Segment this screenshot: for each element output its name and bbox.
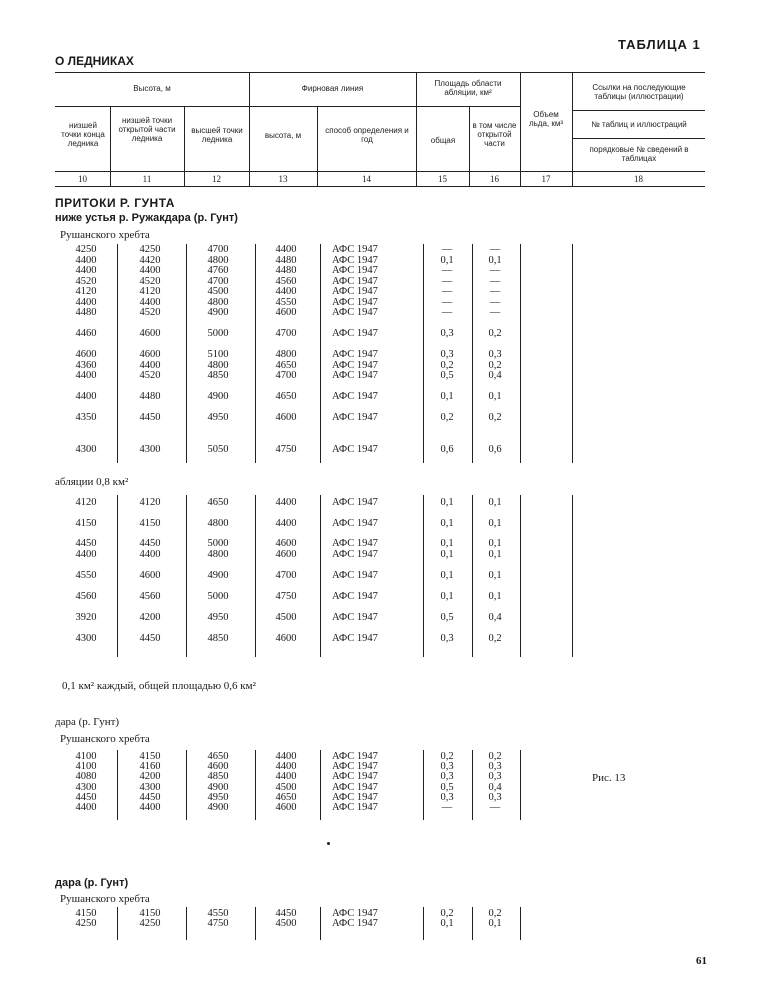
group-area: Площадь области абляции, км² bbox=[434, 79, 502, 97]
colnum-14: 14 bbox=[362, 174, 371, 184]
rows1-row-4-col-13: 4560 bbox=[275, 276, 297, 287]
rows1-row-2-col-16: 0,1 bbox=[488, 255, 502, 266]
small-glaciers-note: 0,1 км² каждый, общей площадью 0,6 км² bbox=[62, 680, 256, 692]
rows4-row-1-col-13: 4450 bbox=[275, 908, 297, 919]
rows3-row-5-col-14: АФС 1947 bbox=[332, 792, 378, 803]
colnum-16: 16 bbox=[490, 174, 499, 184]
rows2-divider-3 bbox=[255, 495, 256, 657]
col-18a-header: № таблиц и иллюстраций bbox=[591, 120, 687, 129]
rows2-row-7-col-14: АФС 1947 bbox=[332, 612, 378, 623]
rows1-row-3-col-11: 4400 bbox=[139, 265, 161, 276]
col-14-header: способ определения и год bbox=[325, 126, 409, 144]
rows1-row-1-col-10: 4250 bbox=[75, 244, 97, 255]
rows3-row-4-col-10: 4300 bbox=[75, 782, 97, 793]
rows3-row-3-col-10: 4080 bbox=[75, 771, 97, 782]
rows4-row-1-col-11: 4150 bbox=[139, 908, 161, 919]
rows1-divider-8 bbox=[572, 244, 573, 463]
rows1-row-11-col-10: 4400 bbox=[75, 370, 97, 381]
rows1-row-12-col-15: 0,1 bbox=[440, 391, 454, 402]
rows1-row-10-col-13: 4650 bbox=[275, 360, 297, 371]
rows1-row-8-col-11: 4600 bbox=[139, 328, 161, 339]
rows2-row-4-col-14: АФС 1947 bbox=[332, 549, 378, 560]
header-subgroup-rule bbox=[55, 106, 520, 107]
rows3-row-1-col-11: 4150 bbox=[139, 751, 161, 762]
rows2-row-5-col-11: 4600 bbox=[139, 570, 161, 581]
rows1-row-5-col-14: АФС 1947 bbox=[332, 286, 378, 297]
section-1-range: Рушанского хребта bbox=[60, 229, 150, 241]
rows3-row-2-col-15: 0,3 bbox=[440, 761, 454, 772]
rows2-divider-2 bbox=[186, 495, 187, 657]
rows2-row-8-col-11: 4450 bbox=[139, 633, 161, 644]
rows1-row-13-col-13: 4600 bbox=[275, 412, 297, 423]
rows3-row-5-col-11: 4450 bbox=[139, 792, 161, 803]
rows3-row-1-col-12: 4650 bbox=[207, 751, 229, 762]
rows1-row-5-col-15: — bbox=[441, 286, 453, 297]
rows1-row-1-col-13: 4400 bbox=[275, 244, 297, 255]
rows1-row-14-col-11: 4300 bbox=[139, 444, 161, 455]
rows2-row-6-col-10: 4560 bbox=[75, 591, 97, 602]
rows1-row-8-col-13: 4700 bbox=[275, 328, 297, 339]
rows1-row-3-col-14: АФС 1947 bbox=[332, 265, 378, 276]
rows1-row-9-col-10: 4600 bbox=[75, 349, 97, 360]
rows1-row-10-col-15: 0,2 bbox=[440, 360, 454, 371]
rows1-row-10-col-16: 0,2 bbox=[488, 360, 502, 371]
rows1-row-3-col-16: — bbox=[489, 265, 501, 276]
group-height: Высота, м bbox=[133, 84, 171, 93]
rows1-row-11-col-16: 0,4 bbox=[488, 370, 502, 381]
rows3-row-2-col-14: АФС 1947 bbox=[332, 761, 378, 772]
rows1-row-10-col-14: АФС 1947 bbox=[332, 360, 378, 371]
rows2-row-5-col-12: 4900 bbox=[207, 570, 229, 581]
rows1-divider-3 bbox=[255, 244, 256, 463]
page-title: О ЛЕДНИКАХ bbox=[55, 54, 134, 68]
rows2-divider-4 bbox=[320, 495, 321, 657]
rows4-divider-1 bbox=[117, 907, 118, 940]
rows1-row-14-col-13: 4750 bbox=[275, 444, 297, 455]
rows1-row-3-col-10: 4400 bbox=[75, 265, 97, 276]
rows2-row-5-col-10: 4550 bbox=[75, 570, 97, 581]
section-1-title: ПРИТОКИ Р. ГУНТА bbox=[55, 196, 175, 210]
rows1-row-6-col-14: АФС 1947 bbox=[332, 297, 378, 308]
dot-mark bbox=[327, 842, 330, 845]
header-bottom-rule bbox=[55, 186, 705, 187]
rows2-row-5-col-14: АФС 1947 bbox=[332, 570, 378, 581]
rows2-row-5-col-16: 0,1 bbox=[488, 570, 502, 581]
rows3-row-5-col-10: 4450 bbox=[75, 792, 97, 803]
rows1-row-6-col-12: 4800 bbox=[207, 297, 229, 308]
rows4-row-2-col-13: 4500 bbox=[275, 918, 297, 929]
rows3-row-3-col-12: 4850 bbox=[207, 771, 229, 782]
rows1-divider-5 bbox=[423, 244, 424, 463]
rows3-row-4-col-15: 0,5 bbox=[440, 782, 454, 793]
rows2-row-7-col-10: 3920 bbox=[75, 612, 97, 623]
rows3-divider-1 bbox=[117, 750, 118, 820]
rows2-row-3-col-15: 0,1 bbox=[440, 538, 454, 549]
rows2-row-1-col-13: 4400 bbox=[275, 497, 297, 508]
rows1-row-6-col-11: 4400 bbox=[139, 297, 161, 308]
rows1-row-13-col-12: 4950 bbox=[207, 412, 229, 423]
rows1-row-7-col-16: — bbox=[489, 307, 501, 318]
rows4-divider-2 bbox=[186, 907, 187, 940]
rows2-row-2-col-14: АФС 1947 bbox=[332, 518, 378, 529]
rows4-divider-3 bbox=[255, 907, 256, 940]
rows1-divider-7 bbox=[520, 244, 521, 463]
rows2-row-4-col-11: 4400 bbox=[139, 549, 161, 560]
rows2-row-7-col-11: 4200 bbox=[139, 612, 161, 623]
colnum-18: 18 bbox=[634, 174, 643, 184]
rows4-row-2-col-12: 4750 bbox=[207, 918, 229, 929]
rows3-row-3-col-13: 4400 bbox=[275, 771, 297, 782]
rows1-row-14-col-15: 0,6 bbox=[440, 444, 454, 455]
rows1-row-2-col-10: 4400 bbox=[75, 255, 97, 266]
rows3-divider-6 bbox=[472, 750, 473, 820]
rows3-row-4-col-14: АФС 1947 bbox=[332, 782, 378, 793]
rows2-row-6-col-13: 4750 bbox=[275, 591, 297, 602]
rows1-row-4-col-16: — bbox=[489, 276, 501, 287]
rows3-row-6-col-15: — bbox=[441, 802, 453, 813]
rows2-row-2-col-12: 4800 bbox=[207, 518, 229, 529]
group-refs: Ссылки на последующие таблицы (иллюстрации) bbox=[592, 83, 686, 101]
rows1-row-1-col-15: — bbox=[441, 244, 453, 255]
rows2-row-2-col-16: 0,1 bbox=[488, 518, 502, 529]
rows1-row-2-col-11: 4420 bbox=[139, 255, 161, 266]
rows1-row-14-col-12: 5050 bbox=[207, 444, 229, 455]
rows2-row-3-col-12: 5000 bbox=[207, 538, 229, 549]
rows1-row-8-col-16: 0,2 bbox=[488, 328, 502, 339]
colnum-12: 12 bbox=[212, 174, 221, 184]
rows2-row-6-col-12: 5000 bbox=[207, 591, 229, 602]
rows3-row-5-col-12: 4950 bbox=[207, 792, 229, 803]
group-volume: Объем льда, км³ bbox=[528, 110, 564, 128]
rows1-row-10-col-10: 4360 bbox=[75, 360, 97, 371]
rows1-row-9-col-15: 0,3 bbox=[440, 349, 454, 360]
refs-subrule-2 bbox=[572, 138, 705, 139]
rows2-row-4-col-16: 0,1 bbox=[488, 549, 502, 560]
col-11-header: низшей точки открытой части ледника bbox=[118, 116, 176, 143]
rows1-row-1-col-16: — bbox=[489, 244, 501, 255]
rows2-row-6-col-14: АФС 1947 bbox=[332, 591, 378, 602]
rows1-row-6-col-16: — bbox=[489, 297, 501, 308]
rows4-divider-4 bbox=[320, 907, 321, 940]
rows2-row-7-col-13: 4500 bbox=[275, 612, 297, 623]
rows1-row-7-col-13: 4600 bbox=[275, 307, 297, 318]
rows1-row-5-col-13: 4400 bbox=[275, 286, 297, 297]
rows3-row-3-col-11: 4200 bbox=[139, 771, 161, 782]
rows3-row-2-col-13: 4400 bbox=[275, 761, 297, 772]
rows1-row-11-col-14: АФС 1947 bbox=[332, 370, 378, 381]
rows1-row-13-col-14: АФС 1947 bbox=[332, 412, 378, 423]
rows1-row-2-col-13: 4480 bbox=[275, 255, 297, 266]
section-4-range: Рушанского хребта bbox=[60, 893, 150, 905]
rows1-row-12-col-14: АФС 1947 bbox=[332, 391, 378, 402]
rows4-row-2-col-15: 0,1 bbox=[440, 918, 454, 929]
rows2-divider-8 bbox=[572, 495, 573, 657]
rows2-row-8-col-10: 4300 bbox=[75, 633, 97, 644]
rows2-row-3-col-11: 4450 bbox=[139, 538, 161, 549]
col-16-header: в том числе открытой части bbox=[472, 121, 517, 148]
rows3-row-3-col-16: 0,3 bbox=[488, 771, 502, 782]
rows1-row-14-col-16: 0,6 bbox=[488, 444, 502, 455]
rows1-row-3-col-12: 4760 bbox=[207, 265, 229, 276]
rows2-row-1-col-11: 4120 bbox=[139, 497, 161, 508]
rows1-row-8-col-15: 0,3 bbox=[440, 328, 454, 339]
rows1-row-4-col-11: 4520 bbox=[139, 276, 161, 287]
rows1-row-2-col-15: 0,1 bbox=[440, 255, 454, 266]
rows2-row-6-col-11: 4560 bbox=[139, 591, 161, 602]
rows3-row-2-col-12: 4600 bbox=[207, 761, 229, 772]
rows1-row-5-col-16: — bbox=[489, 286, 501, 297]
rows3-row-3-col-14: АФС 1947 bbox=[332, 771, 378, 782]
rows1-row-1-col-11: 4250 bbox=[139, 244, 161, 255]
rows1-row-5-col-11: 4120 bbox=[139, 286, 161, 297]
rows2-row-4-col-13: 4600 bbox=[275, 549, 297, 560]
section-1-subtitle: ниже устья р. Ружакдара (р. Гунт) bbox=[55, 212, 238, 224]
col-15-header: общая bbox=[430, 136, 456, 145]
rows3-row-3-col-15: 0,3 bbox=[440, 771, 454, 782]
rows1-row-7-col-10: 4480 bbox=[75, 307, 97, 318]
rows4-row-1-col-14: АФС 1947 bbox=[332, 908, 378, 919]
col-13-header: высота, м bbox=[264, 131, 302, 140]
colnum-11: 11 bbox=[142, 174, 152, 184]
rows1-row-10-col-12: 4800 bbox=[207, 360, 229, 371]
rows4-row-1-col-15: 0,2 bbox=[440, 908, 454, 919]
rows1-row-4-col-15: — bbox=[441, 276, 453, 287]
rows1-row-3-col-13: 4480 bbox=[275, 265, 297, 276]
ablation-note: абляции 0,8 км² bbox=[55, 476, 129, 488]
rows3-divider-5 bbox=[423, 750, 424, 820]
rows1-row-10-col-11: 4400 bbox=[139, 360, 161, 371]
rows3-row-5-col-16: 0,3 bbox=[488, 792, 502, 803]
section-4-subtitle: дара (р. Гунт) bbox=[55, 877, 129, 889]
rows1-row-13-col-10: 4350 bbox=[75, 412, 97, 423]
section-3-range: Рушанского хребта bbox=[60, 733, 150, 745]
rows3-row-4-col-16: 0,4 bbox=[488, 782, 502, 793]
rows2-row-7-col-16: 0,4 bbox=[488, 612, 502, 623]
rows1-row-14-col-10: 4300 bbox=[75, 444, 97, 455]
rows1-row-5-col-10: 4120 bbox=[75, 286, 97, 297]
rows1-row-4-col-12: 4700 bbox=[207, 276, 229, 287]
rows1-row-1-col-14: АФС 1947 bbox=[332, 244, 378, 255]
rows3-row-6-col-16: — bbox=[489, 802, 501, 813]
vline-18 bbox=[572, 72, 573, 186]
rows1-row-7-col-12: 4900 bbox=[207, 307, 229, 318]
colnum-13: 13 bbox=[278, 174, 288, 184]
rows2-row-4-col-10: 4400 bbox=[75, 549, 97, 560]
rows3-row-1-col-15: 0,2 bbox=[440, 751, 454, 762]
rows1-row-8-col-14: АФС 1947 bbox=[332, 328, 378, 339]
rows3-row-1-col-10: 4100 bbox=[75, 751, 97, 762]
col-18b-header: порядковые № сведений в таблицах bbox=[589, 145, 689, 163]
rows2-row-1-col-14: АФС 1947 bbox=[332, 497, 378, 508]
rows3-row-6-col-14: АФС 1947 bbox=[332, 802, 378, 813]
rows1-row-6-col-13: 4550 bbox=[275, 297, 297, 308]
section-3-reference: Рис. 13 bbox=[592, 772, 626, 784]
rows2-row-7-col-12: 4950 bbox=[207, 612, 229, 623]
rows4-row-2-col-10: 4250 bbox=[75, 918, 97, 929]
rows1-row-12-col-10: 4400 bbox=[75, 391, 97, 402]
colnum-15: 15 bbox=[438, 174, 447, 184]
rows2-row-8-col-15: 0,3 bbox=[440, 633, 454, 644]
rows2-row-1-col-10: 4120 bbox=[75, 497, 97, 508]
rows1-row-13-col-11: 4450 bbox=[139, 412, 161, 423]
rows1-row-5-col-12: 4500 bbox=[207, 286, 229, 297]
rows1-row-1-col-12: 4700 bbox=[207, 244, 229, 255]
colnum-10: 10 bbox=[78, 174, 87, 184]
rows1-row-14-col-14: АФС 1947 bbox=[332, 444, 378, 455]
rows4-row-2-col-16: 0,1 bbox=[488, 918, 502, 929]
rows1-row-7-col-14: АФС 1947 bbox=[332, 307, 378, 318]
page-number: 61 bbox=[696, 955, 707, 967]
rows1-row-4-col-10: 4520 bbox=[75, 276, 97, 287]
rows2-row-8-col-16: 0,2 bbox=[488, 633, 502, 644]
rows1-row-12-col-12: 4900 bbox=[207, 391, 229, 402]
rows3-row-6-col-11: 4400 bbox=[139, 802, 161, 813]
rows1-row-2-col-14: АФС 1947 bbox=[332, 255, 378, 266]
rows3-divider-7 bbox=[520, 750, 521, 820]
rows2-row-3-col-14: АФС 1947 bbox=[332, 538, 378, 549]
rows1-row-4-col-14: АФС 1947 bbox=[332, 276, 378, 287]
rows1-row-9-col-11: 4600 bbox=[139, 349, 161, 360]
rows1-row-9-col-12: 5100 bbox=[207, 349, 229, 360]
rows3-row-1-col-14: АФС 1947 bbox=[332, 751, 378, 762]
rows1-row-8-col-12: 5000 bbox=[207, 328, 229, 339]
rows1-divider-2 bbox=[186, 244, 187, 463]
rows1-row-7-col-11: 4520 bbox=[139, 307, 161, 318]
rows3-row-6-col-13: 4600 bbox=[275, 802, 297, 813]
rows2-divider-5 bbox=[423, 495, 424, 657]
rows4-divider-5 bbox=[423, 907, 424, 940]
group-firn: Фирновая линия bbox=[301, 84, 364, 93]
rows1-row-2-col-12: 4800 bbox=[207, 255, 229, 266]
rows1-row-11-col-11: 4520 bbox=[139, 370, 161, 381]
rows2-row-3-col-13: 4600 bbox=[275, 538, 297, 549]
rows2-divider-7 bbox=[520, 495, 521, 657]
rows1-row-12-col-16: 0,1 bbox=[488, 391, 502, 402]
rows2-row-7-col-15: 0,5 bbox=[440, 612, 454, 623]
rows1-row-7-col-15: — bbox=[441, 307, 453, 318]
rows3-row-2-col-10: 4100 bbox=[75, 761, 97, 772]
rows2-divider-6 bbox=[472, 495, 473, 657]
rows1-row-11-col-13: 4700 bbox=[275, 370, 297, 381]
rows2-row-8-col-12: 4850 bbox=[207, 633, 229, 644]
rows1-row-12-col-13: 4650 bbox=[275, 391, 297, 402]
header-top-rule bbox=[55, 72, 705, 73]
table-label: ТАБЛИЦА 1 bbox=[618, 37, 701, 52]
vline-17 bbox=[520, 72, 521, 186]
rows2-row-4-col-15: 0,1 bbox=[440, 549, 454, 560]
rows3-row-4-col-11: 4300 bbox=[139, 782, 161, 793]
col-12-header: высшей точки ледника bbox=[191, 126, 243, 144]
rows2-row-2-col-11: 4150 bbox=[139, 518, 161, 529]
rows1-divider-1 bbox=[117, 244, 118, 463]
rows2-divider-1 bbox=[117, 495, 118, 657]
rows2-row-5-col-13: 4700 bbox=[275, 570, 297, 581]
rows2-row-6-col-16: 0,1 bbox=[488, 591, 502, 602]
rows1-row-9-col-13: 4800 bbox=[275, 349, 297, 360]
rows3-divider-2 bbox=[186, 750, 187, 820]
rows3-row-4-col-13: 4500 bbox=[275, 782, 297, 793]
rows4-divider-6 bbox=[472, 907, 473, 940]
rows1-row-8-col-10: 4460 bbox=[75, 328, 97, 339]
rows1-row-6-col-15: — bbox=[441, 297, 453, 308]
section-3-subtitle: дара (р. Гунт) bbox=[55, 716, 120, 728]
rows2-row-2-col-10: 4150 bbox=[75, 518, 97, 529]
rows3-row-2-col-16: 0,3 bbox=[488, 761, 502, 772]
refs-subrule-1 bbox=[572, 110, 705, 111]
rows3-row-5-col-15: 0,3 bbox=[440, 792, 454, 803]
header-numbers-rule bbox=[55, 171, 705, 172]
rows1-divider-4 bbox=[320, 244, 321, 463]
rows2-row-2-col-13: 4400 bbox=[275, 518, 297, 529]
rows4-row-2-col-14: АФС 1947 bbox=[332, 918, 378, 929]
rows4-row-1-col-10: 4150 bbox=[75, 908, 97, 919]
rows2-row-1-col-12: 4650 bbox=[207, 497, 229, 508]
rows3-divider-4 bbox=[320, 750, 321, 820]
rows3-row-6-col-10: 4400 bbox=[75, 802, 97, 813]
rows3-row-4-col-12: 4900 bbox=[207, 782, 229, 793]
rows1-row-3-col-15: — bbox=[441, 265, 453, 276]
rows1-row-11-col-12: 4850 bbox=[207, 370, 229, 381]
rows1-row-9-col-16: 0,3 bbox=[488, 349, 502, 360]
rows2-row-6-col-15: 0,1 bbox=[440, 591, 454, 602]
rows1-row-6-col-10: 4400 bbox=[75, 297, 97, 308]
rows3-row-1-col-13: 4400 bbox=[275, 751, 297, 762]
rows2-row-3-col-16: 0,1 bbox=[488, 538, 502, 549]
rows2-row-3-col-10: 4450 bbox=[75, 538, 97, 549]
rows1-row-11-col-15: 0,5 bbox=[440, 370, 454, 381]
rows1-row-13-col-15: 0,2 bbox=[440, 412, 454, 423]
rows1-row-13-col-16: 0,2 bbox=[488, 412, 502, 423]
rows3-row-6-col-12: 4900 bbox=[207, 802, 229, 813]
rows3-divider-3 bbox=[255, 750, 256, 820]
rows4-row-2-col-11: 4250 bbox=[139, 918, 161, 929]
rows2-row-8-col-14: АФС 1947 bbox=[332, 633, 378, 644]
col-10-header: низшей точки конца ледника bbox=[61, 121, 105, 148]
rows2-row-8-col-13: 4600 bbox=[275, 633, 297, 644]
rows2-row-1-col-16: 0,1 bbox=[488, 497, 502, 508]
rows2-row-5-col-15: 0,1 bbox=[440, 570, 454, 581]
rows3-row-2-col-11: 4160 bbox=[139, 761, 161, 772]
rows1-row-9-col-14: АФС 1947 bbox=[332, 349, 378, 360]
rows3-row-1-col-16: 0,2 bbox=[488, 751, 502, 762]
rows2-row-4-col-12: 4800 bbox=[207, 549, 229, 560]
rows4-row-1-col-12: 4550 bbox=[207, 908, 229, 919]
rows4-divider-7 bbox=[520, 907, 521, 940]
rows1-divider-6 bbox=[472, 244, 473, 463]
vline-15 bbox=[416, 72, 417, 186]
rows2-row-2-col-15: 0,1 bbox=[440, 518, 454, 529]
rows4-row-1-col-16: 0,2 bbox=[488, 908, 502, 919]
colnum-17: 17 bbox=[541, 174, 551, 184]
rows2-row-1-col-15: 0,1 bbox=[440, 497, 454, 508]
rows3-row-5-col-13: 4650 bbox=[275, 792, 297, 803]
rows1-row-12-col-11: 4480 bbox=[139, 391, 161, 402]
